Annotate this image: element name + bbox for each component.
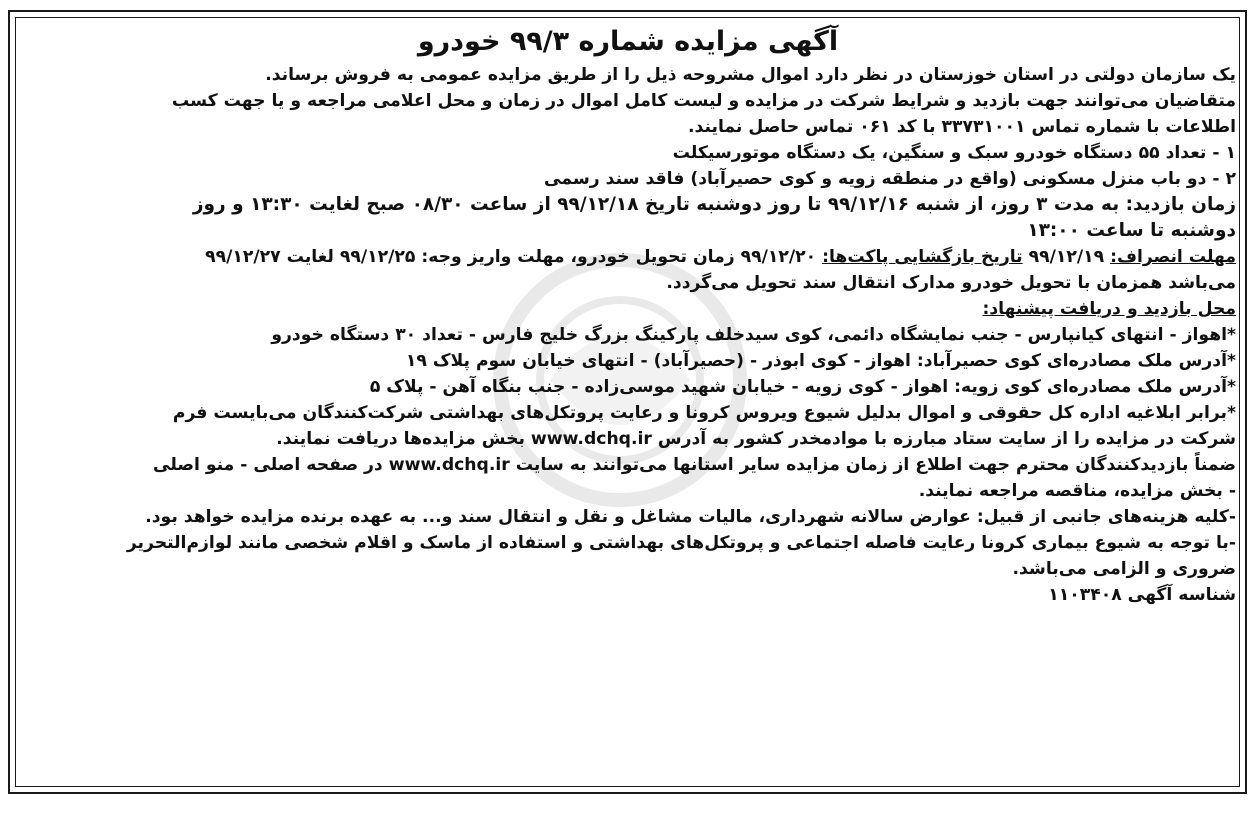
note-line: - بخش مزایده، مناقصه مراجعه نمایند.: [918, 481, 1236, 501]
deadline-line: [20, 244, 1236, 270]
notice-id: شناسه آگهی ۱۱۰۳۴۰۸: [1048, 585, 1236, 605]
visit-time-line: زمان بازدید: به مدت ۳ روز، از شنبه ۹۹/۱۲/۱۶ تا روز دوشنبه تاریخ ۹۹/۱۲/۱۸ از ساعت ۰۸/۳۰ صبح لغایت ۱۳:۳۰ و روز: [192, 194, 1236, 215]
notice-title: آگهی مزایده شماره ۹۹/۳ خودرو: [417, 26, 839, 57]
withdrawal-deadline-label: مهلت انصراف:: [1110, 247, 1236, 267]
notice-line: ۱ - تعداد ۵۵ دستگاه خودرو سبک و سنگین، یک دستگاه موتورسیکلت: [672, 143, 1236, 163]
visit-time-line-end: دوشنبه تا ساعت ۱۳:۰۰: [1027, 220, 1236, 241]
note-line: -کلیه هزینه‌های جانبی از قبیل: عوارض سالانه شهرداری، مالیات مشاغل و نقل و انتقال سند و... به عهده برنده مزایده خواهد بود.: [145, 507, 1236, 527]
note-line: شرکت در مزایده را از سایت ستاد مبارزه با موادمخدر کشور به آدرس www.dchq.ir بخش مزایده‌ها دریافت نمایند.: [276, 429, 1236, 449]
notice-line: می‌باشد همزمان با تحویل خودرو مدارک انتقال سند تحویل می‌گردد.: [666, 273, 1236, 293]
envelope-opening-label: تاریخ بازگشایی پاکت‌ها:: [822, 247, 1023, 267]
note-line: ضمناً بازدیدکنندگان محترم جهت اطلاع از زمان مزایده سایر استانها می‌توانند به سایت www.dchq.ir در صفحه اصلی - منو اصلی: [152, 455, 1236, 475]
location-heading: [20, 296, 1236, 322]
note-line: *برابر ابلاغیه اداره کل حقوقی و اموال بدلیل شیوع ویروس کرونا و رعایت پروتکل‌های بهداشتی شرکت‌کنندگان می‌بایست فرم: [172, 403, 1236, 423]
notice-line: متقاضیان می‌توانند جهت بازدید و شرایط شرکت در مزایده و لیست کامل اموال در زمان و محل اعلامی مراجعه و یا جهت کسب: [171, 91, 1236, 111]
notice-line: اطلاعات با شماره تماس ۳۳۷۳۱۰۰۱ با کد ۰۶۱ تماس حاصل نمایند.: [688, 117, 1236, 137]
location-item: *آدرس ملک مصادره‌ای کوی زویه: اهواز - کوی زویه - خیابان شهید موسی‌زاده - جنب بنگاه آهن - پلاک ۵: [369, 377, 1236, 397]
note-line: ضروری و الزامی می‌باشد.: [1012, 559, 1236, 579]
location-heading-text: محل بازدید و دریافت پیشنهاد:: [982, 299, 1236, 319]
withdrawal-deadline-value: ۹۹/۱۲/۱۹: [1028, 247, 1105, 267]
deadline-details: ۹۹/۱۲/۲۰ زمان تحویل خودرو، مهلت واریز وجه: ۹۹/۱۲/۲۵ لغایت ۹۹/۱۲/۲۷: [205, 247, 817, 267]
notice-line: یک سازمان دولتی در استان خوزستان در نظر دارد اموال مشروحه ذیل را از طریق مزایده عمومی به فروش برساند.: [265, 65, 1236, 85]
notice-line: ۲ - دو باب منزل مسکونی (واقع در منطقه زویه و کوی حصیرآباد) فاقد سند رسمی: [543, 169, 1236, 189]
location-item: *اهواز - انتهای کیانپارس - جنب نمایشگاه دائمی، کوی سیدخلف پارکینگ بزرگ خلیج فارس - تعداد ۳۰ دستگاه خودرو: [271, 325, 1236, 345]
notice-body: [20, 22, 1236, 608]
note-line: -با توجه به شیوع بیماری کرونا رعایت فاصله اجتماعی و پروتکل‌های بهداشتی و استفاده از ماسک و اقلام شخصی مانند لوازم‌التحریر: [126, 533, 1236, 553]
location-item: *آدرس ملک مصادره‌ای کوی حصیرآباد: اهواز - کوی ابوذر - (حصیرآباد) - انتهای خیابان سوم پلاک ۱۹: [405, 351, 1236, 371]
